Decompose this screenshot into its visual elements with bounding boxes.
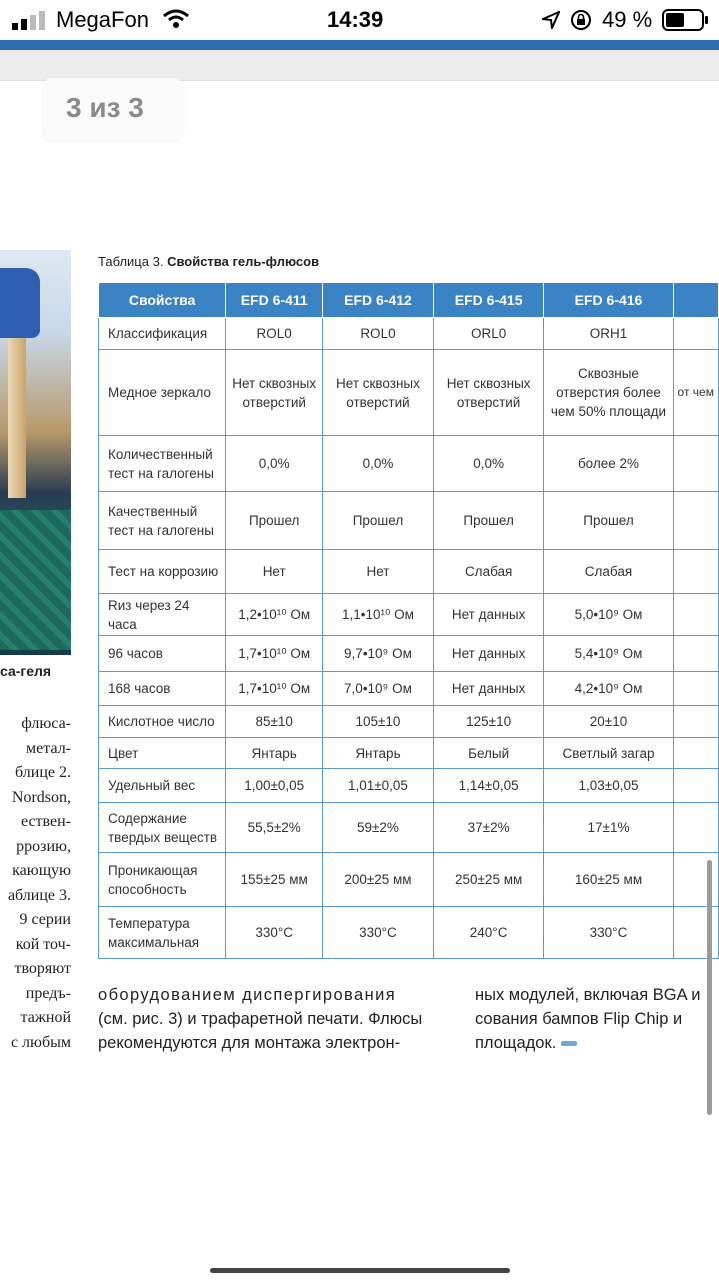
figure-photo [0,250,71,655]
page-indicator-label: 3 из 3 [66,92,144,123]
text-line: кающую [12,862,71,879]
header-cell: EFD 6-416 [544,283,673,318]
table-cell: 330°C [323,907,434,959]
table-row [99,672,719,706]
table-cell: Нет данных [433,636,544,672]
table-cell: Нет сквозных отверстий [323,350,434,436]
text-line: ествен- [20,813,71,830]
table-cell-cutoff [673,492,718,550]
table-cell-cutoff [673,550,718,594]
table-cell: Нет данных [433,672,544,706]
battery-percent: 49 % [602,7,653,32]
table-row [99,436,719,492]
table-cell-cutoff [673,436,718,492]
table-cell: 1,01±0,05 [323,769,434,803]
table-cell: 200±25 мм [323,853,434,907]
viewer-top-bar [0,40,719,50]
table-cell-cutoff: от чем [673,350,718,436]
row-label: Rиз через 24 часа [99,594,226,636]
signal-icon [12,10,46,30]
table-row [99,636,719,672]
table-cell: 1,7•10¹⁰ Ом [226,672,323,706]
row-label: Удельный вес [99,769,226,803]
left-column-text [0,712,71,1055]
row-label: 168 часов [99,672,226,706]
table-caption-prefix: Таблица 3. [98,254,164,269]
syringe [8,338,26,498]
row-label: Медное зеркало [99,350,226,436]
table-row [99,350,719,436]
text-line: тажной [20,1009,71,1026]
table-cell: Прошел [323,492,434,550]
table-cell: 55,5±2% [226,803,323,853]
table-cell: Белый [433,738,544,769]
table-row [99,803,719,853]
table-cell: Нет сквозных отверстий [433,350,544,436]
table-cell: Слабая [544,550,673,594]
rotation-lock-icon [570,9,592,31]
table-cell: 17±1% [544,803,673,853]
table-caption-title: Свойства гель-флюсов [167,254,320,269]
table-cell-cutoff [673,803,718,853]
text-line: аблице 3. [7,886,71,904]
table-row [99,492,719,550]
row-label: Содержание твердых веществ [99,803,226,853]
dispenser-device [0,268,40,338]
table-cell: 0,0% [433,436,544,492]
table-cell: 330°C [226,907,323,959]
table-cell-cutoff [673,738,718,769]
text-line: рекомендуются для монтажа электрон- [98,1034,401,1052]
row-label: Качественный тест на галогены [99,492,226,550]
table-cell: Янтарь [226,738,323,769]
table-cell: 1,00±0,05 [226,769,323,803]
table-cell: Светлый загар [544,738,673,769]
header-cell: EFD 6-415 [433,283,544,318]
table-cell: Нет [323,550,434,594]
text-line: метал- [26,739,71,757]
table-row [99,550,719,594]
header-cell: EFD 6-411 [226,283,323,318]
row-label: Классификация [99,318,226,350]
viewer-toolbar-band [0,50,719,81]
table-cell-cutoff [673,318,718,350]
table-cell: 5,4•10⁹ Ом [544,636,673,672]
table-cell: Прошел [544,492,673,550]
table-cell: 1,14±0,05 [433,769,544,803]
row-label: Проникающая способность [99,853,226,907]
table-cell-cutoff [673,706,718,738]
table-cell: 9,7•10⁹ Ом [323,636,434,672]
table-cell: ORL0 [433,318,544,350]
text-line: сования бампов Flip Chip и [475,1010,683,1028]
end-of-article-icon [561,1041,577,1046]
table-row [99,594,719,636]
row-label: Количественный тест на галогены [99,436,226,492]
table-cell: 250±25 мм [433,853,544,907]
table-cell: 155±25 мм [226,853,323,907]
table-cell: 1,7•10¹⁰ Ом [226,636,323,672]
figure-caption: са-геля [0,663,52,679]
home-indicator[interactable] [210,1268,510,1273]
table-row [99,706,719,738]
table-cell: 5,0•10⁹ Ом [544,594,673,636]
table-cell-cutoff [673,636,718,672]
table-row [99,738,719,769]
page-indicator [44,78,182,140]
table-cell: 0,0% [323,436,434,492]
table-cell: Прошел [433,492,544,550]
table-cell: 1,1•10¹⁰ Ом [323,594,434,636]
text-line: флюса- [21,715,71,732]
row-label: Тест на коррозию [99,550,226,594]
table-cell: 1,2•10¹⁰ Ом [226,594,323,636]
table-caption [98,254,319,269]
text-line: ных модулей, включая BGA и [475,986,701,1004]
table-header-row [99,283,719,318]
wifi-icon [162,9,190,29]
table-cell: 0,0% [226,436,323,492]
table-cell: 125±10 [433,706,544,738]
header-cell-cutoff [673,283,718,318]
table-cell-cutoff [673,769,718,803]
text-line: блице 2. [15,764,71,781]
header-cell: Свойства [99,283,226,318]
row-label: 96 часов [99,636,226,672]
table-cell: 4,2•10⁹ Ом [544,672,673,706]
table-cell: ORH1 [544,318,673,350]
circuit-board [0,510,71,650]
text-line: предъ- [25,984,71,1002]
table-cell: 85±10 [226,706,323,738]
text-line: творяют [14,960,71,977]
table-cell: Слабая [433,550,544,594]
table-cell: 59±2% [323,803,434,853]
text-line: с любым [10,1033,71,1051]
table-cell: Нет [226,550,323,594]
text-line: Nordson, [11,788,71,806]
table-cell: 20±10 [544,706,673,738]
table-cell: 1,03±0,05 [544,769,673,803]
row-label: Цвет [99,738,226,769]
table-row [99,853,719,907]
clock: 14:39 [327,7,384,32]
table-cell: Янтарь [323,738,434,769]
battery-icon [662,8,710,32]
row-label: Кислотное число [99,706,226,738]
text-line: 9 серии [19,911,71,928]
properties-table [98,282,719,959]
status-bar [0,0,719,40]
table-cell: ROL0 [226,318,323,350]
table-row [99,769,719,803]
table-cell: ROL0 [323,318,434,350]
text-line: ррозию, [16,837,71,855]
table-cell: Сквозные отверстия более чем 50% площади [544,350,673,436]
location-icon [542,11,560,29]
table-cell: 240°C [433,907,544,959]
body-text-right [475,983,719,1055]
table-cell: 37±2% [433,803,544,853]
header-cell: EFD 6-412 [323,283,434,318]
text-line: площадок. [475,1034,557,1052]
body-text-middle [98,983,448,1055]
table-cell: 160±25 мм [544,853,673,907]
table-cell: более 2% [544,436,673,492]
carrier-name: MegaFon [56,7,149,32]
table-row [99,907,719,959]
table-cell: 7,0•10⁹ Ом [323,672,434,706]
row-label: Температура максимальная [99,907,226,959]
table-cell: Прошел [226,492,323,550]
text-line: кой точ- [15,935,71,953]
text-line: (см. рис. 3) и трафаретной печати. Флюсы [98,1010,423,1028]
table-cell-cutoff [673,672,718,706]
scrollbar[interactable] [707,860,712,1115]
table-cell-cutoff [673,594,718,636]
text-line: оборудованием диспергирования [98,986,397,1004]
table-cell: Нет данных [433,594,544,636]
table-cell: 105±10 [323,706,434,738]
table-cell: 330°C [544,907,673,959]
table-cell: Нет сквозных отверстий [226,350,323,436]
table-row [99,318,719,350]
